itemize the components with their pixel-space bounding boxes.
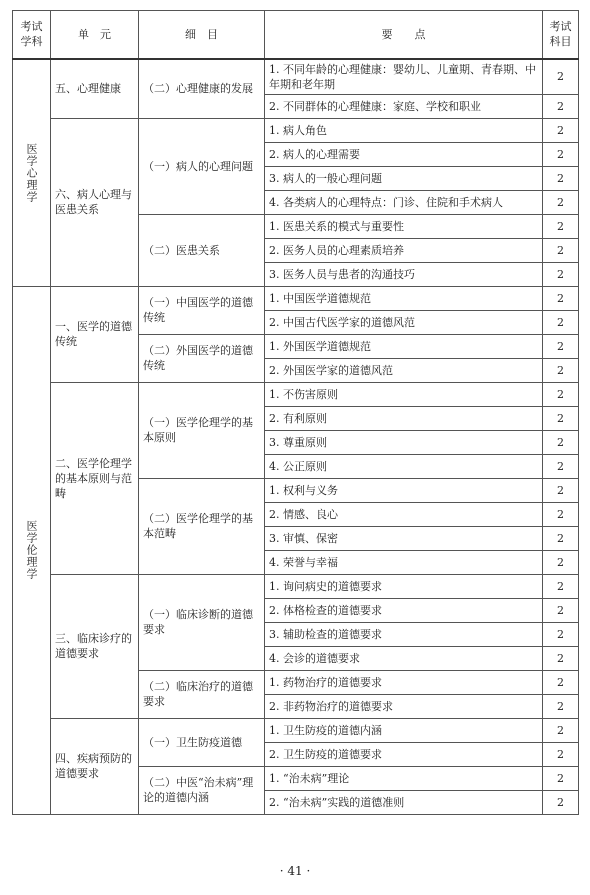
- unit-cell: 五、心理健康: [51, 59, 139, 119]
- table-row: [13, 718, 579, 742]
- point-cell: 1. 中国医学道德规范: [265, 286, 543, 310]
- level-cell: 2: [543, 718, 579, 742]
- point-cell: 2. 不同群体的心理健康：家庭、学校和职业: [265, 94, 543, 118]
- header-level: 考试 科目: [543, 11, 579, 59]
- unit-cell: 一、医学的道德传统: [51, 286, 139, 382]
- item-cell: （二）心理健康的发展: [139, 59, 265, 119]
- level-cell: 2: [543, 286, 579, 310]
- point-cell: 1. 权利与义务: [265, 478, 543, 502]
- point-cell: 1. 不同年龄的心理健康：婴幼儿、儿童期、青春期、中年期和老年期: [265, 59, 543, 95]
- level-cell: 2: [543, 382, 579, 406]
- level-cell: 2: [543, 142, 579, 166]
- unit-cell: 三、临床诊疗的道德要求: [51, 574, 139, 718]
- point-cell: 2. 非药物治疗的道德要求: [265, 694, 543, 718]
- point-cell: 1. 不伤害原则: [265, 382, 543, 406]
- item-cell: （一）病人的心理问题: [139, 118, 265, 214]
- table-row: [13, 382, 579, 406]
- table-row: [13, 574, 579, 598]
- level-cell: 2: [543, 478, 579, 502]
- level-cell: 2: [543, 94, 579, 118]
- point-cell: 2. 情感、良心: [265, 502, 543, 526]
- item-cell: （二）临床治疗的道德要求: [139, 670, 265, 718]
- level-cell: 2: [543, 526, 579, 550]
- header-unit: 单 元: [51, 11, 139, 59]
- point-cell: 3. 病人的一般心理问题: [265, 166, 543, 190]
- table-row: [13, 286, 579, 310]
- item-cell: （二）医患关系: [139, 214, 265, 286]
- level-cell: 2: [543, 118, 579, 142]
- table-row: [13, 118, 579, 142]
- level-cell: 2: [543, 334, 579, 358]
- point-cell: 3. 审慎、保密: [265, 526, 543, 550]
- point-cell: 2. 中国古代医学家的道德风范: [265, 310, 543, 334]
- level-cell: 2: [543, 622, 579, 646]
- unit-cell: 二、医学伦理学的基本原则与范畴: [51, 382, 139, 574]
- subject-cell: 医学心理学: [13, 59, 51, 287]
- level-cell: 2: [543, 598, 579, 622]
- point-cell: 1. 外国医学道德规范: [265, 334, 543, 358]
- point-cell: 4. 荣誉与幸福: [265, 550, 543, 574]
- level-cell: 2: [543, 454, 579, 478]
- level-cell: 2: [543, 358, 579, 382]
- point-cell: 4. 各类病人的心理特点：门诊、住院和手术病人: [265, 190, 543, 214]
- unit-cell: 六、病人心理与医患关系: [51, 118, 139, 286]
- point-cell: 2. 卫生防疫的道德要求: [265, 742, 543, 766]
- level-cell: 2: [543, 766, 579, 790]
- level-cell: 2: [543, 238, 579, 262]
- point-cell: 3. 医务人员与患者的沟通技巧: [265, 262, 543, 286]
- item-cell: （二）中医“治未病”理论的道德内涵: [139, 766, 265, 814]
- level-cell: 2: [543, 742, 579, 766]
- point-cell: 2. 医务人员的心理素质培养: [265, 238, 543, 262]
- item-cell: （一）卫生防疫道德: [139, 718, 265, 766]
- header-points: 要 点: [265, 11, 543, 59]
- point-cell: 4. 会诊的道德要求: [265, 646, 543, 670]
- level-cell: 2: [543, 790, 579, 814]
- item-cell: （一）医学伦理学的基本原则: [139, 382, 265, 478]
- point-cell: 3. 尊重原则: [265, 430, 543, 454]
- point-cell: 3. 辅助检查的道德要求: [265, 622, 543, 646]
- item-cell: （一）中国医学的道德传统: [139, 286, 265, 334]
- point-cell: 2. 外国医学家的道德风范: [265, 358, 543, 382]
- point-cell: 1. “治未病”理论: [265, 766, 543, 790]
- level-cell: 2: [543, 574, 579, 598]
- page-number: · 41 ·: [279, 864, 311, 878]
- point-cell: 2. 体格检查的道德要求: [265, 598, 543, 622]
- level-cell: 2: [543, 214, 579, 238]
- point-cell: 1. 询问病史的道德要求: [265, 574, 543, 598]
- point-cell: 1. 卫生防疫的道德内涵: [265, 718, 543, 742]
- level-cell: 2: [543, 406, 579, 430]
- item-cell: （一）临床诊断的道德要求: [139, 574, 265, 670]
- point-cell: 1. 药物治疗的道德要求: [265, 670, 543, 694]
- level-cell: 2: [543, 430, 579, 454]
- header-subject: 考试 学科: [13, 11, 51, 59]
- point-cell: 1. 医患关系的模式与重要性: [265, 214, 543, 238]
- table-row: [13, 59, 579, 95]
- level-cell: 2: [543, 550, 579, 574]
- level-cell: 2: [543, 670, 579, 694]
- level-cell: 2: [543, 310, 579, 334]
- item-cell: （二）医学伦理学的基本范畴: [139, 478, 265, 574]
- level-cell: 2: [543, 166, 579, 190]
- unit-cell: 四、疾病预防的道德要求: [51, 718, 139, 814]
- header-item: 细 目: [139, 11, 265, 59]
- point-cell: 2. “治未病”实践的道德准则: [265, 790, 543, 814]
- level-cell: 2: [543, 190, 579, 214]
- level-cell: 2: [543, 502, 579, 526]
- point-cell: 2. 有利原则: [265, 406, 543, 430]
- point-cell: 4. 公正原则: [265, 454, 543, 478]
- point-cell: 2. 病人的心理需要: [265, 142, 543, 166]
- point-cell: 1. 病人角色: [265, 118, 543, 142]
- level-cell: 2: [543, 646, 579, 670]
- subject-cell: 医学伦理学: [13, 286, 51, 814]
- syllabus-table: [12, 10, 579, 815]
- item-cell: （二）外国医学的道德传统: [139, 334, 265, 382]
- level-cell: 2: [543, 262, 579, 286]
- level-cell: 2: [543, 59, 579, 95]
- level-cell: 2: [543, 694, 579, 718]
- header-row: [13, 11, 579, 59]
